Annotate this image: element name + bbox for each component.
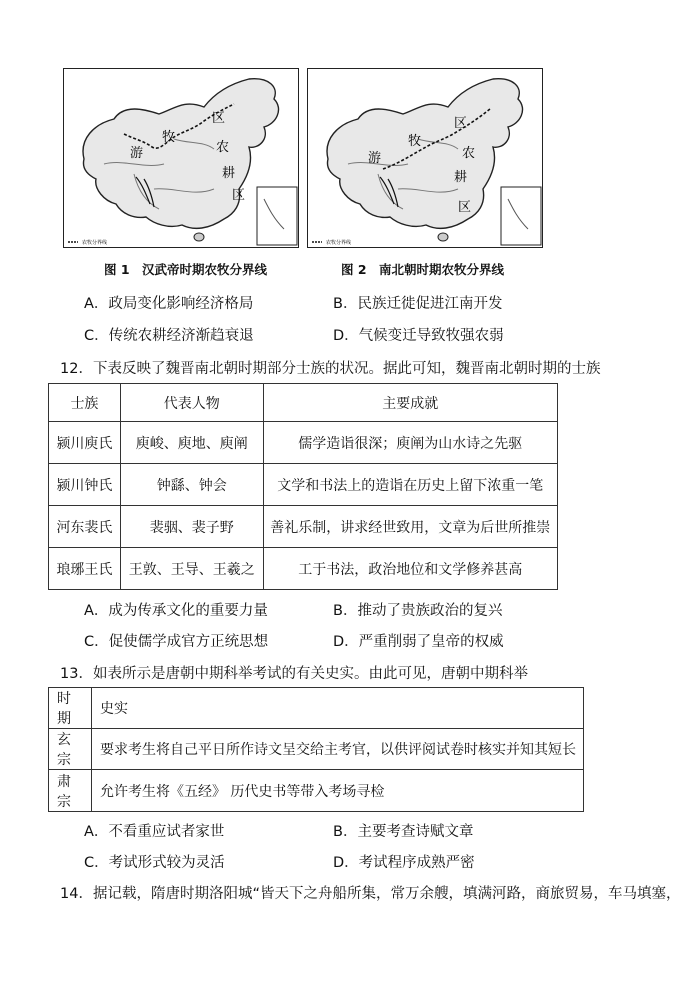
q13-table [48,687,584,812]
map1-label-geng: 耕 [222,166,236,181]
q12-cell-achievement: 文学和书法上的造诣在历史上留下浓重一笔 [263,464,557,506]
q13-cell-fact: 要求考生将自己平日所作诗文呈交给主考官，以供评阅试卷时核实并知其短长 [91,729,583,770]
q12-cell-achievement: 工于书法，政治地位和文学修养甚高 [263,548,557,590]
q11-option-d: D．气候变迁导致牧强农弱 [333,328,504,344]
q13-option-a: A．不看重应试者家世 [84,824,225,840]
q12-option-b: B．推动了贵族政治的复兴 [333,603,503,619]
table-row [49,464,558,506]
q12-cell-achievement: 儒学造诣很深；庾阐为山水诗之先驱 [263,422,557,464]
map-figure-2 [307,68,543,248]
table-row [49,548,558,590]
q12-option-d: D．严重削弱了皇帝的权威 [333,634,504,650]
map2-label-you: 游 [368,151,382,166]
q11-option-b: B．民族迁徙促进江南开发 [333,296,503,312]
q13-table-header-row [49,688,584,729]
q13-header-period: 时期 [49,688,92,729]
map-figure-1 [63,68,299,248]
q12-header-figures: 代表人物 [120,384,263,422]
map2-label-qu2: 区 [458,200,472,215]
q14-stem: 14．据记载，隋唐时期洛阳城“皆天下之舟船所集，常万余艘，填满河路，商旅贸易，车马填塞， [60,886,681,902]
q13-cell-period: 肃宗 [49,770,92,812]
q12-cell-clan: 颍川庾氏 [49,422,121,464]
map2-label-qu1: 区 [454,116,468,131]
map1-label-qu2: 区 [232,188,246,203]
map1-label-you: 游 [130,146,144,161]
q11-option-c: C．传统农耕经济渐趋衰退 [84,328,254,344]
q12-cell-clan: 颍川钟氏 [49,464,121,506]
map1-label-qu1: 区 [212,111,226,126]
map-china-outline-1 [64,69,299,248]
table-row [49,770,584,812]
q13-option-d: D．考试程序成熟严密 [333,855,475,871]
map-china-outline-2 [308,69,543,248]
map1-legend: 农牧分界线 [82,240,108,246]
q12-cell-figures: 裴骃、裴子野 [120,506,263,548]
table-row [49,729,584,770]
map2-label-mu: 牧 [408,134,422,149]
q12-table-header-row [49,384,558,422]
map2-label-geng: 耕 [454,170,468,185]
table-row [49,422,558,464]
q12-cell-clan: 琅琊王氏 [49,548,121,590]
q13-cell-fact: 允许考生将《五经》 历代史书等带入考场寻检 [91,770,583,812]
q13-cell-period: 玄宗 [49,729,92,770]
q12-header-clan: 士族 [49,384,121,422]
table-row [49,506,558,548]
map2-label-nong: 农 [462,146,476,161]
q13-option-c: C．考试形式较为灵活 [84,855,225,871]
map1-label-nong: 农 [216,140,230,155]
figure-1-caption: 图 1 汉武帝时期农牧分界线 [104,262,268,277]
q12-option-a: A．成为传承文化的重要力量 [84,603,268,619]
q13-option-b: B．主要考查诗赋文章 [333,824,474,840]
q12-cell-figures: 王敦、王导、王羲之 [120,548,263,590]
q12-header-achievements: 主要成就 [263,384,557,422]
q12-cell-clan: 河东裴氏 [49,506,121,548]
q12-option-c: C．促使儒学成官方正统思想 [84,634,269,650]
map1-label-mu: 牧 [162,130,176,145]
q11-option-a: A．政局变化影响经济格局 [84,296,254,312]
q12-cell-figures: 庾峻、庾地、庾阐 [120,422,263,464]
q12-stem: 12．下表反映了魏晋南北朝时期部分士族的状况。据此可知，魏晋南北朝时期的士族 [60,361,601,377]
q12-cell-figures: 钟繇、钟会 [120,464,263,506]
q13-header-facts: 史实 [91,688,583,729]
figure-2-caption: 图 2 南北朝时期农牧分界线 [341,262,505,277]
q12-table [48,383,558,590]
q12-cell-achievement: 善礼乐制，讲求经世致用，文章为后世所推崇 [263,506,557,548]
q13-stem: 13．如表所示是唐朝中期科举考试的有关史实。由此可见，唐朝中期科举 [60,666,528,682]
map2-legend: 农牧分界线 [326,240,352,246]
